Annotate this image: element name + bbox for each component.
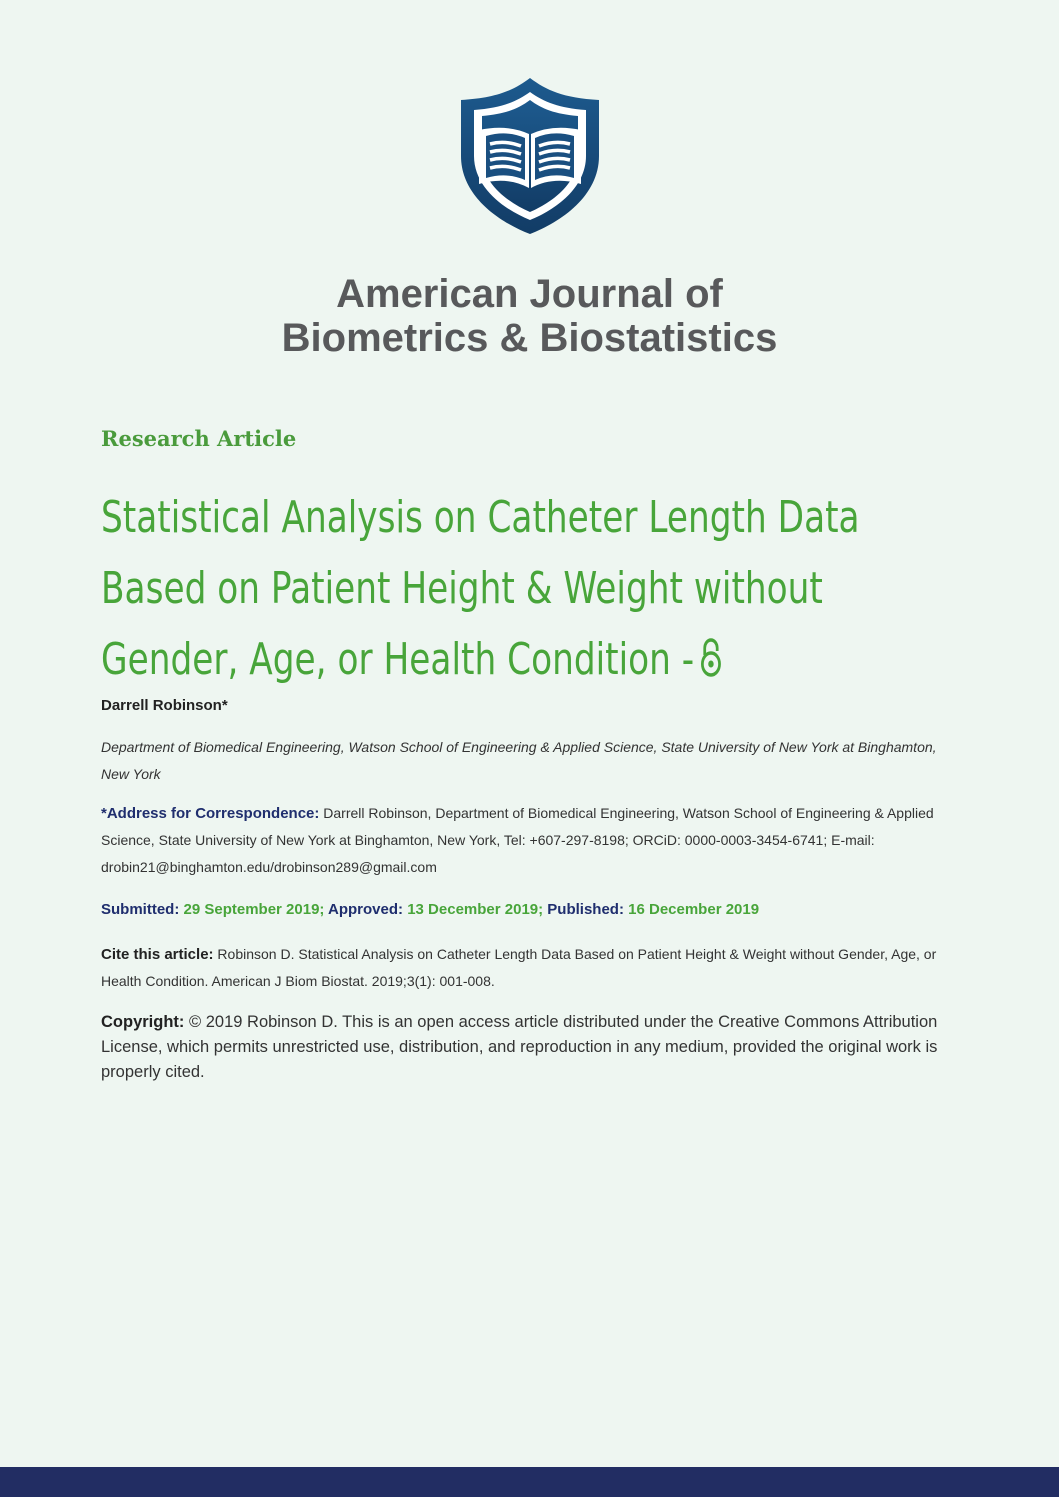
copyright-label: Copyright: — [101, 1013, 185, 1031]
copyright-text: © 2019 Robinson D. This is an open access article distributed under the Creative Commons Attribution License, which permits unrestricted use, distribution, and reproduction in any medium, provided the original work is properly cited. — [101, 1013, 938, 1081]
article-type: Research Article — [101, 426, 297, 451]
copyright-block — [101, 1010, 961, 1085]
journal-title-line-1: American Journal of — [336, 272, 723, 316]
approved-date: 13 December 2019; — [403, 901, 544, 918]
article-title-line: Gender, Age, or Health Condition - — [101, 634, 695, 685]
article-title — [101, 482, 982, 695]
article-title-line: Statistical Analysis on Catheter Length Data — [101, 492, 860, 543]
journal-logo-shield-book-icon — [459, 76, 601, 236]
published-date: 16 December 2019 — [623, 901, 760, 918]
citation-label: Cite this article: — [101, 946, 214, 963]
article-title-line-last — [101, 624, 982, 695]
author-affiliation: Department of Biomedical Engineering, Watson School of Engineering & Applied Science, State University of New York at Binghamton, New York — [101, 739, 937, 782]
citation-block — [101, 941, 961, 995]
submitted-date: 29 September 2019; — [179, 901, 325, 918]
correspondence-text: Darrell Robinson, Department of Biomedical Engineering, Watson School of Engineering & Applied Science, State University of New York at Binghamton, New York, Tel: +607-297-8198; ORCiD: 0000-0003-3454-6741; E-mail: drobin21@binghamton.edu/drobinson289@gmail.com — [101, 805, 934, 875]
journal-title-line-2: Biometrics & Biostatistics — [281, 316, 778, 360]
open-access-lock-icon — [699, 637, 724, 677]
article-title-line: Based on Patient Height & Weight without — [101, 563, 823, 614]
citation-text: Robinson D. Statistical Analysis on Catheter Length Data Based on Patient Height & Weight without Gender, Age, or Health Condition. American J Biom Biostat. 2019;3(1): 001-008. — [101, 946, 937, 989]
approved-label: Approved: — [324, 901, 404, 918]
publication-dates — [101, 901, 759, 918]
correspondence-label: *Address for Correspondence: — [101, 805, 320, 822]
correspondence-block — [101, 800, 961, 881]
submitted-label: Submitted: — [101, 901, 180, 918]
published-label: Published: — [543, 901, 624, 918]
footer-bar — [0, 1467, 1059, 1497]
author-name: Darrell Robinson* — [101, 697, 228, 714]
